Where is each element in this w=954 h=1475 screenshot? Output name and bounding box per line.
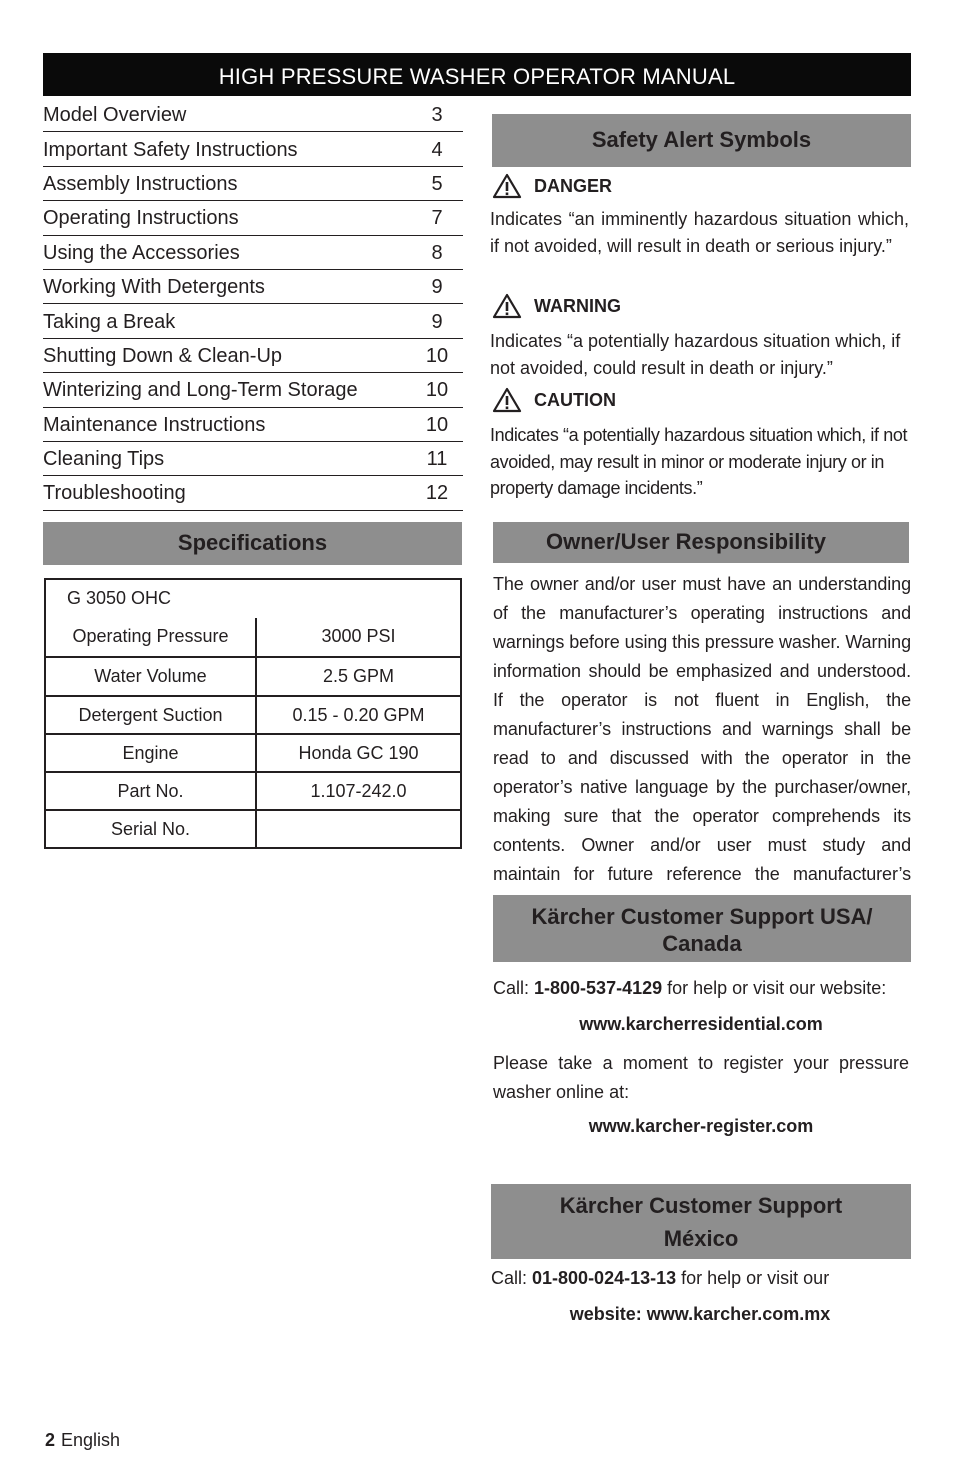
page-footer	[45, 1430, 120, 1451]
toc-label: Cleaning Tips	[43, 448, 165, 471]
toc-row	[43, 98, 463, 132]
specifications-table	[44, 578, 462, 849]
spec-label: Part No.	[46, 773, 257, 809]
toc-label: Operating Instructions	[43, 207, 239, 230]
toc-label: Shutting Down & Clean-Up	[43, 344, 283, 367]
toc-row	[43, 270, 463, 304]
support-usa-heading	[493, 895, 911, 962]
spec-model-row	[46, 580, 460, 618]
register-website: www.karcher-register.com	[588, 1116, 814, 1136]
specifications-heading: Specifications	[43, 522, 462, 565]
support-mexico-heading	[491, 1184, 911, 1259]
spec-model: G 3050 OHC	[67, 588, 172, 608]
caution-label: CAUTION	[534, 389, 616, 410]
support-usa-phone: 1-800-537-4129	[534, 978, 663, 998]
toc-page-number: 9	[431, 310, 443, 333]
support-mexico-heading-line1: Kärcher Customer Support	[559, 1193, 843, 1218]
toc-row	[43, 408, 463, 442]
toc-label: Taking a Break	[43, 310, 176, 333]
spec-value	[257, 811, 460, 847]
warning-title	[492, 293, 621, 319]
toc-row	[43, 476, 463, 510]
spec-row	[46, 656, 460, 694]
danger-text: Indicates “an imminently hazardous situation which, if not avoided, will result in death or serious injury.”	[490, 209, 909, 256]
toc-label: Winterizing and Long-Term Storage	[43, 379, 358, 402]
support-mexico-call-prefix: Call:	[491, 1268, 533, 1288]
register-text: Please take a moment to register your pressure washer online at:	[493, 1053, 909, 1102]
toc-row	[43, 442, 463, 476]
toc-row	[43, 373, 463, 407]
toc-label: Assembly Instructions	[43, 172, 238, 195]
support-mexico-heading-line2: México	[663, 1226, 739, 1251]
danger-label: DANGER	[534, 175, 613, 196]
toc-page-number: 4	[431, 138, 443, 161]
toc-label: Troubleshooting	[43, 482, 186, 505]
caution-text: Indicates “a potentially hazardous situation which, if not avoided, may result in minor or moderate injury or in property damage incidents.”	[490, 425, 908, 498]
support-usa-call	[493, 975, 913, 1002]
support-mexico-call-suffix: for help or visit our	[676, 1268, 830, 1288]
owner-responsibility-heading: Owner/User Responsibility	[493, 522, 909, 563]
toc-page-number: 10	[425, 344, 449, 367]
toc-page-number: 7	[431, 207, 443, 230]
support-usa-website: www.karcherresidential.com	[579, 1014, 823, 1034]
toc-row	[43, 201, 463, 235]
spec-value: 3000 PSI	[321, 626, 396, 647]
footer-language: English	[61, 1430, 121, 1450]
owner-responsibility-text: The owner and/or user must have an understanding of the manufacturer’s operating instructions and warnings before using this pressure washer. Warning information should be emphasized and understood. If the operator is not fluent in English, the manufacturer’s instructions and warnings shall be read to and discussed with the operator in the operator’s native language by the purchaser/owner, making sure that the operator comprehends its contents. Owner and/or user must study and maintain for future reference the manufacturer’s	[493, 574, 911, 884]
caution-title	[492, 387, 616, 413]
spec-label: Engine	[46, 735, 257, 771]
toc-label: Important Safety Instructions	[43, 138, 298, 161]
warning-label: WARNING	[534, 295, 621, 316]
toc-page-number: 12	[425, 482, 449, 505]
toc-label: Working With Detergents	[43, 276, 265, 299]
toc-page-number: 5	[431, 172, 443, 195]
spec-value: 2.5 GPM	[322, 666, 395, 687]
spec-value: 0.15 - 0.20 GPM	[292, 704, 425, 725]
toc-label: Maintenance Instructions	[43, 413, 266, 436]
spec-row	[46, 771, 460, 809]
page-number: 2	[45, 1430, 56, 1450]
toc-label: Using the Accessories	[43, 241, 240, 264]
toc-page-number: 10	[425, 379, 449, 402]
table-of-contents	[43, 98, 463, 511]
warning-triangle-icon	[492, 293, 522, 319]
spec-value: 1.107-242.0	[310, 780, 407, 801]
support-usa-call-suffix: for help or visit our website:	[662, 978, 887, 998]
toc-page-number: 3	[431, 104, 443, 127]
spec-label: Detergent Suction	[46, 697, 257, 733]
danger-title	[492, 173, 612, 199]
toc-page-number: 9	[431, 276, 443, 299]
toc-row	[43, 167, 463, 201]
spec-label: Water Volume	[46, 658, 257, 694]
toc-label: Model Overview	[43, 104, 187, 127]
support-mexico-website: website: www.karcher.com.mx	[569, 1304, 831, 1324]
toc-row	[43, 236, 463, 270]
support-usa-heading-line1: Kärcher Customer Support USA/	[531, 904, 873, 929]
spec-row	[46, 733, 460, 771]
spec-label: Operating Pressure	[46, 618, 257, 656]
spec-row	[46, 618, 460, 656]
toc-page-number: 10	[425, 413, 449, 436]
toc-row	[43, 304, 463, 338]
warning-triangle-icon	[492, 173, 522, 199]
toc-page-number: 8	[431, 241, 443, 264]
spec-label: Serial No.	[46, 811, 257, 847]
support-usa-heading-line2: Canada	[662, 931, 742, 956]
support-mexico-call	[491, 1265, 911, 1292]
spec-value: Honda GC 190	[298, 742, 419, 763]
warning-triangle-icon	[492, 387, 522, 413]
toc-page-number: 11	[426, 448, 448, 471]
spec-row	[46, 809, 460, 847]
support-usa-call-prefix: Call:	[493, 978, 535, 998]
safety-alert-heading: Safety Alert Symbols	[492, 114, 911, 167]
support-mexico-phone: 01-800-024-13-13	[532, 1268, 677, 1288]
toc-row	[43, 132, 463, 166]
manual-title: HIGH PRESSURE WASHER OPERATOR MANUAL	[43, 53, 911, 96]
spec-row	[46, 695, 460, 733]
toc-row	[43, 339, 463, 373]
warning-text: Indicates “a potentially hazardous situation which, if not avoided, could result in death or injury.”	[490, 331, 901, 378]
